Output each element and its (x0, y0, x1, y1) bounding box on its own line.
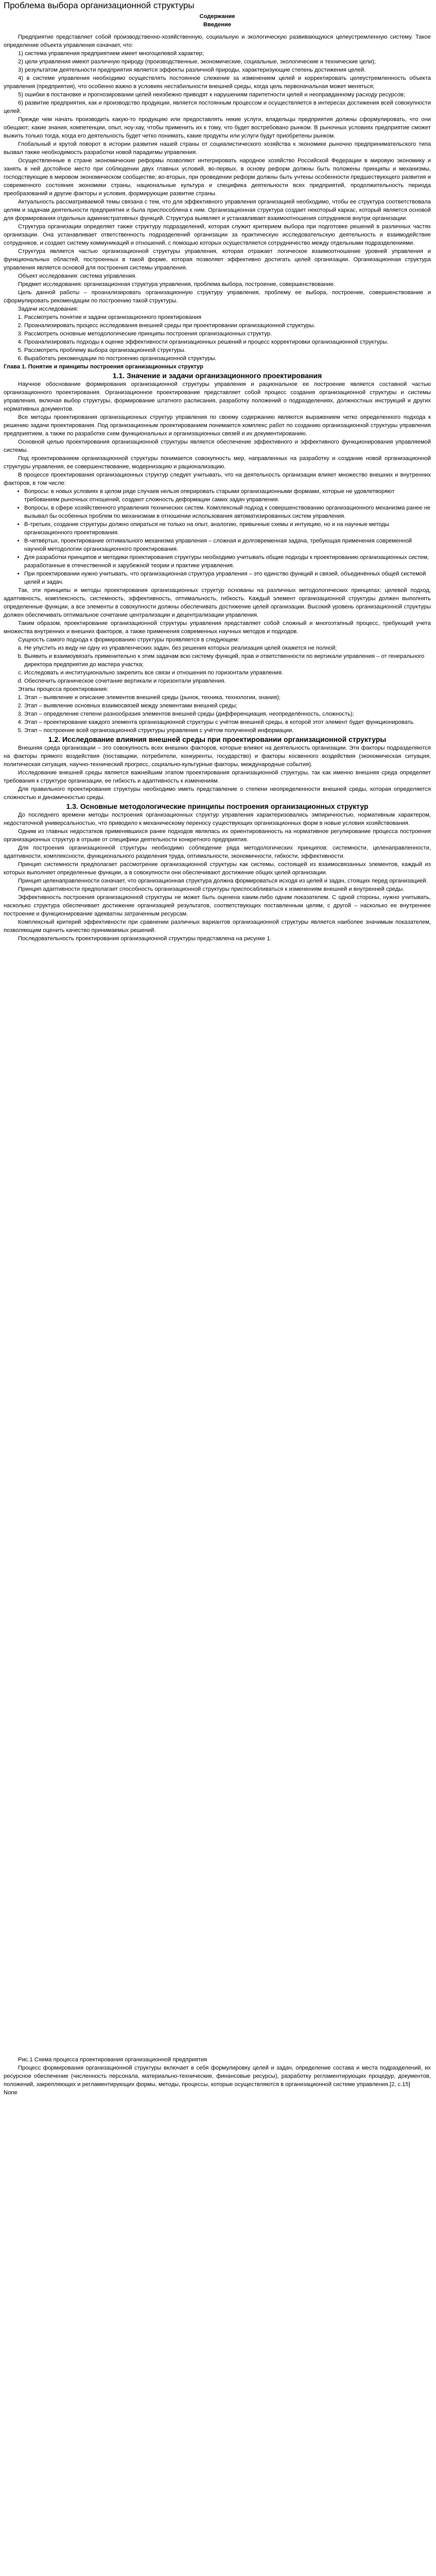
intro-paragraph: Задачи исследования: (18, 306, 78, 312)
section-1-2-heading: 1.2. Исследование влияния внешней среды при проектировании организационной структуры (48, 735, 387, 743)
stage-item: 5. Этап – построение всей организационной структуры управления с учётом полученной информации. (24, 726, 431, 735)
intro-paragraph: 2) цели управления имеют различную природу (производственные, экономические, социальные, экологические и технические цели); (18, 59, 376, 65)
intro-paragraph: Осуществленные в стране экономические реформы позволяют интегрировать народное хозяйство Российской Федерации в мировую экономику и занять в ней достойное место при соблюдении двух главных условий, во-первых, в основу реформ должны быть положены принципы и механизмы, господствующие в мировом экономическом сообществе; во-вторых, при проведении реформ должны быть учтены особенности предшествующего развития и современного состояния экономики страны, национальные культура и специфика деятельности всех предприятий, продолжительность периода преобразований и другие факторы и условия, формирующие развитие страны. (4, 158, 431, 197)
task-item: 6. Выработать рекомендации по построению организационной структуры. (24, 354, 431, 363)
bullet-item: • Для разработки принципов и методики проектирования структуры необходимо учитывать общие подходы к проектированию организационных систем, разработанные в отечественной и зарубежной теории и практике управления. (24, 553, 431, 570)
intro-paragraph: Глобальный и крутой поворот в истории развития нашей страны от социалистического хозяйства к экономике рыночно предпринимательского типа вызвал также необходимость разработки новой парадигмы управления. (4, 141, 431, 156)
toc-heading: Содержание (199, 13, 235, 20)
task-item: 2. Проанализировать процесс исследования внешней среды при проектировании организационной структуры. (24, 321, 431, 330)
footer-text: None (4, 2090, 18, 2096)
section-1-1-questions (4, 644, 431, 685)
intro-paragraph: Прежде чем начать производить какую-то продукцию или предоставлять некие услуги, владельцы предприятия должны сформулировать, что они обещают; какие знания, компетенции, опыт, ноу-хау, чтобы применить их к тому, что будет востребовано рынком. В рыночных условиях предприятие сможет выжить только тогда, когда его деятельность будет четко понимать, какие продукты или услуги будут приобретены рынком. (4, 116, 431, 139)
section-1-3-heading: 1.3. Основные методологические принципы построения организационных структур (66, 802, 369, 810)
section-1-3-body (4, 811, 431, 943)
section-1-1-paragraph: Научное обоснование формирования организационной структуры управления и рациональное ее построение является составной частью организационного проектирования. Организационное проектирование представляет собой процесс создания организационной структуры и системы управления, включая выбор структуры, формирование штатного расписания, разработку положений о подразделениях, должностных инструкций и других нормативных документов. (4, 381, 431, 412)
section-1-3-paragraph: Последовательность проектирования организационной структуры представлена на рисунке 1. (18, 936, 272, 942)
section-1-1-bullets (4, 487, 431, 586)
document-title: Проблема выбора организационной структуры (4, 1, 195, 10)
task-item: 5. Рассмотреть проблему выбора организационной структуры. (24, 346, 431, 354)
bullet-item: • В-четвёртых, проектирование оптимального механизма управления – сложная и долговременная задача, требующая применения современной научной методологии организационного проектирования. (24, 537, 431, 553)
section-1-1-paragraph: Под проектированием организационной структуры понимается совокупность мер, направленных на разработку и создание новой организационной структуры управления, ее совершенствование, модернизацию и рационализацию. (4, 455, 431, 470)
section-1-3-paragraph: Комплексный критерий эффективности при сравнении различных вариантов организационной структуры является наиболее значимым показателем, позволяющим оценить качество принимаемых решений. (4, 919, 431, 934)
question-item: b. Выявить и взаимоувязать применительно к этим задачам всю систему функций, прав и ответственности по вертикали управления – от генерального директора предприятия до мастера участка; (24, 652, 431, 669)
chapter-heading: Глава 1. Понятие и принципы построения организационных структур (4, 364, 203, 370)
intro-paragraph: 3) результатом деятельности предприятия является эффекты различной природы, характеризующие степень достижения целей. (18, 67, 366, 73)
intro-paragraph: Цель данной работы – проанализировать организационную структуру управления, проблему ее выбора, построение, совершенствование и сформулировать рекомендации по построению такой структуры. (4, 290, 431, 304)
section-1-2-paragraph: Для правильного проектирования структуры необходимо иметь представление о степени неопределенности внешней среды, которая определяется сложностью и динамичностью среды. (4, 786, 431, 801)
intro-paragraph: 5) ошибки в постановке и прогнозировании целей неизбежно приводят к нарушениям паритетности целей и неоправданному расходу ресурсов; (18, 92, 405, 98)
task-item: 4. Проанализировать подходы к оценке эффективности организационных решений и процесс корректировки организационной структуры. (24, 338, 431, 346)
intro-paragraph: Структура организации определяет также структуру подразделений, которая служит критерием выбора при подготовке решений в различных частях организации. Она устанавливает ответственность подразделений организации за практическую исследовательскую деятельность и взаимодействие сотрудников, и создает систему коммуникаций и отношений, с помощью которых осуществляется сотрудничество между отдельными подразделениями. (4, 224, 431, 246)
intro-paragraph: Объект исследования: система управления. (18, 273, 137, 279)
bullet-item: • В-третьих, создание структуры должно опираться не только на опыт, аналогию, привычные схемы и интуицию, но и на научные методы организационного проектирования. (24, 520, 431, 537)
intro-paragraph: Актуальность рассматриваемой темы связана с тем, что для эффективного управления организацией необходимо, чтобы ее структура соответствовала целям и задачам деятельности предприятия и была приспособлена к ним. Организационная структура создает некоторый каркас, который является основой для формирования отдельных административных функций. Структура выявляет и устанавливает взаимоотношения сотрудников внутри организации. (4, 199, 431, 222)
task-item: 3. Рассмотреть основные методологические принципы построения организационных структур. (24, 330, 431, 338)
bullet-item: • Вопросы: в новых условиях в целом ряде случаев нельзя оперировать старыми организационными формами, которые не удовлетворяют требованиям рыночных отношений, создают сложность деформации самих задач управления. (24, 487, 431, 504)
figure-caption: Рис.1 Схема процесса проектирования организационной предприятия (18, 2057, 207, 2063)
section-1-1-summary: Этапы процесса проектирования: (18, 686, 109, 692)
stages-list (4, 693, 431, 735)
intro-paragraph: Структура является частью организационной структуры управления, которая отражает логическое взаимоотношение уровней управления и функциональных областей, построенных в такой форме, которая позволяет эффективно достигать целей организации. Организационная структура управления является основой для построения системы управления. (4, 248, 431, 271)
intro-section (4, 33, 431, 313)
section-1-1-heading: 1.1. Значение и задачи организационного проектирования (112, 371, 322, 380)
section-1-1-tail-paragraph: Так, эти принципы и методы проектирования организационных структур основаны на различных методологических принципах: целевой подход, адаптивность, комплексность, системность, эффективность, оптимальность, гибкость. Каждый элемент организационной структуры должен выполнять определенные функции, а все элементы в совокупности должны обеспечивать достижение целей организации. Высокий уровень организационной структуры должен обеспечивать оптимальное сочетание централизации и децентрализации управления. (4, 587, 431, 618)
stage-item: 3. Этап – определение степени разнообразия элементов внешней среды (дифференциация, неопределённость, сложность); (24, 710, 431, 718)
question-item: c. Исследовать и институционально закрепить все связи и отношения по горизонтали управления. (24, 669, 431, 677)
stage-item: 4. Этап – проектирование каждого элемента организационной структуры с учётом внешней среды, в которой этот элемент будет функционировать. (24, 718, 431, 726)
section-1-3-paragraph: Принцип целенаправленности означает, что организационная структура должна формироваться исходя из целей и задач, стоящих перед организацией. (18, 878, 428, 884)
intro-paragraph: Предмет исследования: организационная структура управления, проблема выбора, построение, совершенствование. (18, 281, 335, 287)
section-1-1-tail-paragraph: Таким образом, проектирование организационной структуры управления представляет собой сложный и многоэтапный процесс, требующий учета множества внутренних и внешних факторов, а также применения современных научных методов и подходов. (4, 620, 431, 635)
stage-item: 2. Этап – выявление основных взаимосвязей между элементами внешней среды; (24, 702, 431, 710)
bullet-item: • Вопросы, в сфере хозяйственного управления технических систем. Комплексный подход к совершенствованию организационного механизма ранее не вызывал бы особенных проблем по механизмам в отношении использования автоматизированных систем управления. (24, 504, 431, 520)
figure-1-blank (4, 943, 431, 2056)
bullet-item: • При проектировании нужно учитывать, что организационная структура управления – это единство функций и связей, объединённых общей системой целей и задач. (24, 570, 431, 586)
task-item: 1. Рассмотреть понятие и задачи организационного проектирования (24, 313, 431, 321)
section-1-3-paragraph: Эффективность построения организационной структуры не может быть оценена каким-либо одним показателем. С одной стороны, нужно учитывать, насколько структура обеспечивает достижение организацией результатов, соответствующих поставленным целям, с другой – насколько ее внутреннее построение и функционирование адекватны затраченным ресурсам. (4, 894, 431, 917)
closing-paragraph: Процесс формирования организационной структуры включает в себя формулировку целей и задач, определение состава и места подразделений, их ресурсное обеспечение (численность персонала, материально-технические, финансовые ресурсы), разработку регламентирующих процедур, документов, положений, закрепляющих и регламентирующих формы, методы, процессы, которые осуществляются в организационной системе управления.[2, с.15] (4, 2065, 431, 2088)
document-body (4, 12, 431, 2097)
section-1-1-body (4, 380, 431, 487)
section-1-2-body (4, 744, 431, 802)
intro-paragraph: 4) в системе управления необходимо осуществлять постоянное слежение за изменением целей и корректировать целеустремленность объекта управления (предприятия), что особенно важно в условиях нестабильности внешней среды, когда цель первоначальная может меняться; (4, 75, 431, 90)
section-1-1-tail (4, 586, 431, 636)
stage-item: 1. Этап – выявление и описание элементов внешней среды (рынок, техника, технологии, знания); (24, 693, 431, 702)
section-1-1-paragraph: В процессе проектирования организационных структур следует учитывать, что на деятельность организации влияет множество внешних и внутренних факторов, в том числе: (4, 472, 431, 486)
section-1-2-paragraph: Внешняя среда организации – это совокупность всех внешних факторов, которые влияют на деятельность организации. Эти факторы подразделяются на факторы прямого воздействия (поставщики, потребители, конкуренты, государство) и факторы косвенного воздействия (экономическая ситуация, политическая ситуация, научно-технический прогресс, социально-культурные факторы, международные события). (4, 745, 431, 768)
section-1-1-questions-intro: Сущность самого подхода к формированию структуры проявляется в следующем: (18, 637, 239, 643)
section-1-1-paragraph: Основной целью проектирования организационной структуры является обеспечение эффективного и эффективного функционирования управляемой системы. (4, 439, 431, 453)
intro-paragraph: 6) развитие предприятия, как и производство продукции, является постоянным процессом и осуществляется в интересах достижения всей совокупности целей. (4, 100, 431, 114)
section-1-3-paragraph: Для построения организационной структуры необходимо соблюдение ряда методологических принципов: системности, целенаправленности, адаптивности, комплексности, функционального разделения труда, оптимальности, экономичности, гибкости, эффективности. (4, 845, 431, 859)
section-1-3-paragraph: Принцип системности предполагает рассмотрение организационной структуры как системы, состоящей из взаимосвязанных элементов, каждый из которых выполняет определенные функции, а в совокупности они обеспечивают достижение общих целей организации. (4, 861, 431, 876)
intro-paragraph: Предприятие представляет собой производственно-хозяйственную, социальную и экологическую развивающуюся целеустремленную систему. Такое определение объекта управления означает, что: (4, 34, 431, 48)
intro-heading: Введение (203, 22, 232, 28)
question-item: a. Не упустить из виду ни одну из управленческих задач, без решения которых реализация целей окажется не полной; (24, 644, 431, 652)
section-1-2-paragraph: Исследование внешней среды является важнейшим этапом проектирования организационной структуры, так как именно внешняя среда определяет требования к структуре организации, ее гибкость и адаптивность к изменениям. (4, 770, 431, 784)
section-1-1-paragraph: Все методы проектирования организационных структур управления по своему содержанию являются выражением четко определенного подхода к решению задачи проектирования. Под организационным проектированием понимается комплекс работ по созданию организационной структуры управления предприятием, а также по разработке схем функциональных и организационных связей и их документированию. (4, 414, 431, 437)
section-1-3-paragraph: До последнего времени методы построения организационных структур управления характеризовались эмпиричностью, нормативным характером, недостаточной универсальностью, что приводило к механическому переносу существующих организационных форм в новые условия хозяйствования. (4, 812, 431, 826)
section-1-3-paragraph: Одним из главных недостатков применявшихся ранее подходов являлась их ориентированность на нормативное регулирование процесса построения организационных структур в отрыве от специфики деятельности конкретного предприятия. (4, 828, 431, 843)
question-item: d. Обеспечить органическое сочетание вертикали и горизонтали управления. (24, 677, 431, 685)
intro-paragraph: 1) система управления предприятием имеет многоцелевой характер; (18, 50, 204, 57)
section-1-3-paragraph: Принцип адаптивности предполагает способность организационной структуры приспосабливаться к изменениям внешней и внутренней среды. (18, 886, 405, 892)
tasks-list (4, 313, 431, 363)
